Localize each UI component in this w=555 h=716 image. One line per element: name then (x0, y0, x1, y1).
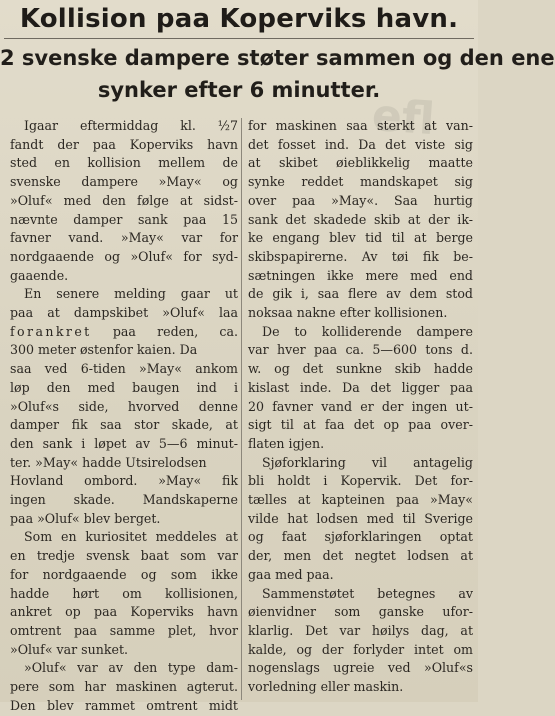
text-line: vilde hat lodsen med til Sverige (248, 510, 473, 526)
text-line: favner vand. »May« var for (10, 230, 238, 246)
text-line: hadde hørt om kollisionen, (10, 585, 238, 601)
text-line: Som en kuriositet meddeles at (24, 529, 238, 545)
text-line: »Oluf« var av den type dam- (24, 660, 238, 676)
text-line: Hovland ombord. »May« fik (10, 473, 238, 489)
text-line: kalde, og der forlyder intet om (248, 641, 473, 657)
text-line: En senere melding gaar ut (24, 286, 238, 302)
text-line: gaa med paa. (248, 566, 334, 582)
text-line: ke engang blev tid til at berge (248, 230, 473, 246)
text-line: de gik i, saa flere av dem stod (248, 286, 473, 302)
text-line: for maskinen saa sterkt at van- (248, 118, 473, 133)
text-line: svenske dampere »May« og (10, 174, 238, 190)
text-line: nævnte damper sank paa 15 (10, 211, 238, 227)
text-line: var hver paa ca. 5—600 tons d. (248, 342, 473, 358)
text-line: nordgaaende og »Oluf« for syd- (10, 248, 238, 264)
text-line: kislast inde. Da det ligger paa (248, 379, 473, 395)
text-line: Sjøforklaring vil antagelig (262, 454, 473, 470)
text-line: sank det skadede skib at der ik- (248, 211, 473, 227)
text-line: Den blev rammet omtrent midt (10, 697, 238, 713)
text-line: en tredje svensk baat som var (10, 548, 238, 564)
text-line: noksaa nakne efter kollisionen. (248, 305, 448, 321)
text-line: at skibet øieblikkelig maatte (248, 155, 473, 171)
text-line: flaten igjen. (248, 435, 325, 451)
subheadline-line-1: 2 svenske dampere støter sammen og den ene (0, 46, 555, 70)
subheadline (0, 42, 555, 106)
text-line: forankret paa reden, ca. (10, 323, 238, 339)
text-line: og faat sjøforklaringen optat (248, 529, 473, 545)
text-line: for nordgaaende og som ikke (10, 566, 238, 582)
text-line: »Oluf«s side, hvorved denne (10, 398, 238, 414)
text-line: sted en kollision mellem de (10, 155, 238, 171)
text-line: klarlig. Det var høilys dag, at (248, 622, 473, 638)
text-line: Igaar eftermiddag kl. ½7 (24, 118, 238, 133)
text-line: synke reddet mandskapet sig (248, 174, 473, 190)
text-line: De to kolliderende dampere (262, 323, 473, 339)
text-line: nogenslags ugreie ved »Oluf«s (248, 660, 473, 676)
column-divider (241, 118, 242, 700)
text-line: pere som har maskinen agterut. (10, 679, 238, 695)
text-line: ter. »May« hadde Utsirelodsen (10, 454, 207, 470)
subheadline-line-2: synker efter 6 minutter. (97, 78, 381, 102)
text-line: den sank i løpet av 5—6 minut- (10, 435, 238, 451)
text-line: over paa »May«. Saa hurtig (248, 192, 473, 208)
left-column (10, 117, 238, 716)
text-line: 300 meter østenfor kaien. Da (10, 342, 198, 358)
text-line: bli holdt i Kopervik. Det for- (248, 473, 473, 489)
text-line: w. og det sunkne skib hadde (248, 361, 473, 377)
text-line: sigt til at faa det op paa over- (248, 417, 473, 433)
text-line: løp den med baugen ind i (10, 379, 238, 395)
text-line: gaaende. (10, 267, 69, 283)
text-line: det fosset ind. Da det viste sig (248, 136, 473, 152)
text-line: »Oluf« med den følge at sidst- (10, 192, 238, 208)
text-line: omtrent paa samme plet, hvor (10, 622, 238, 638)
text-line: ingen skade. Mandskaperne (10, 492, 238, 508)
text-line: skibspapirerne. Av tøi fik be- (248, 248, 473, 264)
text-line: der, men det negtet lodsen at (248, 548, 473, 564)
text-line: saa ved 6-tiden »May« ankom (10, 361, 238, 377)
bleed-through-mark: efl (370, 89, 437, 146)
text-line: ankret op paa Koperviks havn (10, 604, 238, 620)
right-column (248, 117, 473, 697)
text-line: vorledning eller maskin. (248, 679, 404, 695)
headline: Kollision paa Koperviks havn. (19, 4, 459, 34)
text-line: paa at dampskibet »Oluf« laa (10, 305, 238, 321)
text-line: 20 favner vand er der ingen ut- (248, 398, 473, 414)
text-line: Sammenstøtet betegnes av (262, 585, 473, 601)
text-line: tælles at kapteinen paa »May« (248, 492, 473, 508)
text-line: øienvidner som ganske ufor- (248, 604, 473, 620)
headline-rule (4, 38, 474, 39)
text-line: damper fik saa stor skade, at (10, 417, 238, 433)
text-line: paa »Oluf« blev berget. (10, 510, 161, 526)
text-line: »Oluf« var sunket. (10, 641, 129, 657)
text-line: fandt der paa Koperviks havn (10, 136, 238, 152)
text-line: sætningen ikke mere med end (248, 267, 473, 283)
